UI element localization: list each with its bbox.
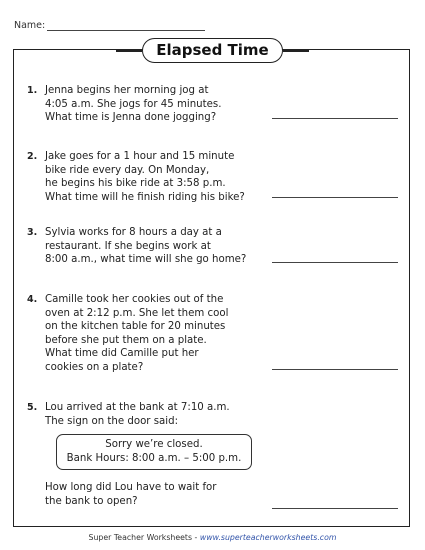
answer-line-4[interactable] — [272, 369, 398, 370]
question-text: How long did Lou have to wait for the bank to open? — [45, 482, 217, 507]
question-number: 3. — [27, 227, 38, 238]
question-text: Lou arrived at the bank at 7:10 a.m. The sign on the door said: — [45, 402, 230, 427]
question-number: 1. — [27, 85, 38, 96]
sign-line-2: Bank Hours: 8:00 a.m. – 5:00 p.m. — [66, 453, 242, 464]
question-text: Sylvia works for 8 hours a day at a restaurant. If she begins work at 8:00 a.m., what time will she go home? — [45, 227, 247, 265]
footer-brand: Super Teacher Worksheets - — [88, 533, 200, 542]
sign-line-1: Sorry we’re closed. — [105, 439, 203, 450]
answer-line-2[interactable] — [272, 197, 398, 198]
answer-line-3[interactable] — [272, 262, 398, 263]
question-number: 2. — [27, 151, 38, 162]
footer — [0, 533, 425, 542]
answer-line-1[interactable] — [272, 118, 398, 119]
question-text: Jake goes for a 1 hour and 15 minute bike ride every day. On Monday, he begins his bike ride at 3:58 p.m. What time will he finish riding his bike? — [45, 151, 245, 203]
question-number: 4. — [27, 294, 38, 305]
footer-url[interactable]: www.superteacherworksheets.com — [199, 533, 337, 542]
name-row — [14, 20, 45, 31]
title-rule-right — [283, 50, 309, 52]
page-title: Elapsed Time — [142, 38, 283, 63]
answer-line-5[interactable] — [272, 508, 398, 509]
bank-sign — [56, 434, 252, 470]
question-text: Camille took her cookies out of the oven at 2:12 p.m. She let them cool on the kitchen table for 20 minutes before she put them on a plate. What time did Camille put her cookies on a plate? — [45, 294, 229, 373]
title-rule-left — [116, 50, 142, 52]
question-number: 5. — [27, 402, 38, 413]
name-line[interactable] — [47, 30, 205, 31]
name-label: Name: — [14, 20, 46, 31]
question-text: Jenna begins her morning jog at 4:05 a.m. She jogs for 45 minutes. What time is Jenna done jogging? — [45, 85, 222, 123]
